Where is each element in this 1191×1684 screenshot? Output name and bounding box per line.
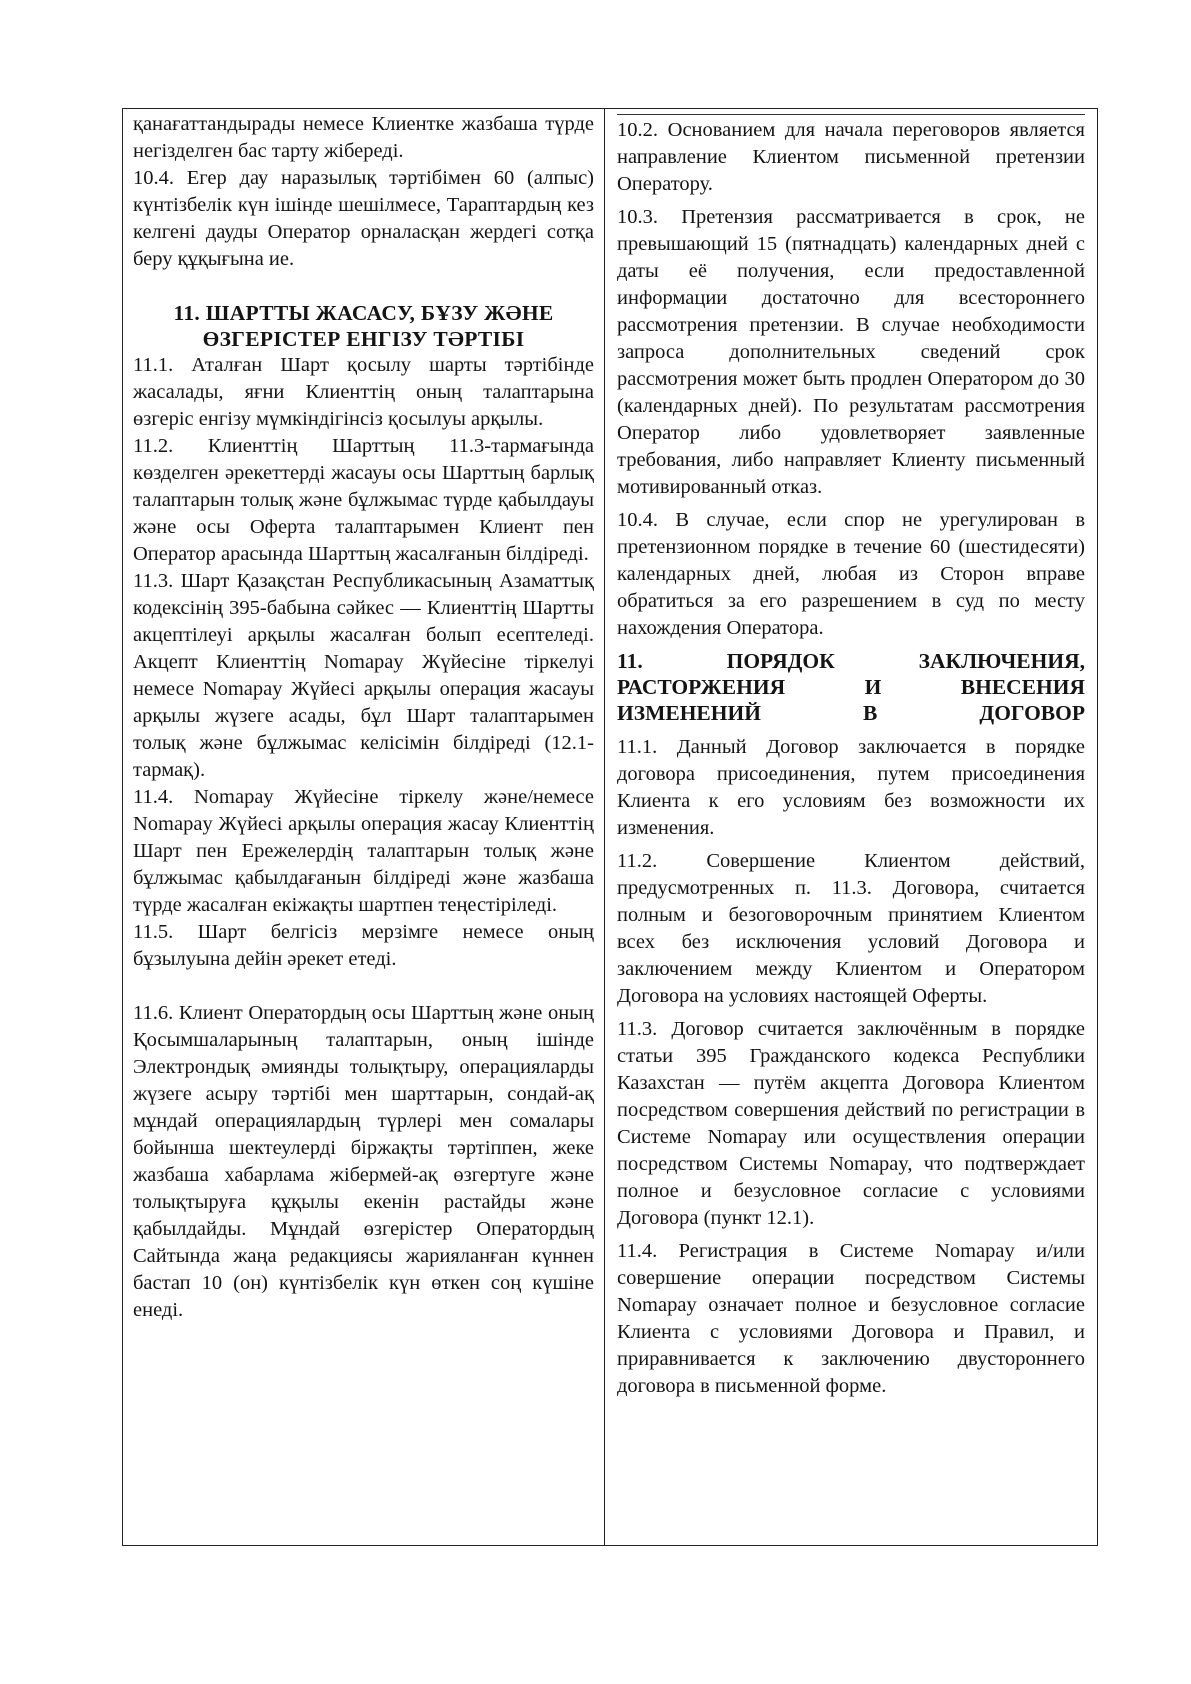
paragraph-11-3-ru: 11.3. Договор считается заключённым в порядке статьи 395 Гражданского кодекса Республики Казахстан — путём акцепта Договора Клиентом посредством совершения действий по регистрации в Системе Nomapay или осуществления операции посредством Системы Nomapay, что подтверждает полное и безусловное согласие с условиями Договора (пункт 12.1). xyxy=(617,1018,1085,1229)
section-11-heading-kz: 11. ШАРТТЫ ЖАСАСУ, БҰЗУ ЖӘНЕ ӨЗГЕРІСТЕР ЕНГІЗУ ТӘРТІБІ xyxy=(173,301,554,351)
paragraph-11-6-kz: 11.6. Клиент Оператордың осы Шарттың және оның Қосымшаларының талаптарын, оның ішінде Электрондық әмиянды толықтыру, операцияларды жүзеге асыру тәртібі мен шарттарын, сондай-ақ мұндай операциялардың түрлері мен сомалары бойынша шектеулерді біржақты тәртіппен, жеке жазбаша хабарлама жібермей-ақ өзгертуге және толықтыруға құқылы екенін растайды және қабылдайды. Мұндай өзгерістер Оператордың Сайтында жаңа редакциясы жарияланған күннен бастап 10 (он) күнтізбелік күн өткен соң күшіне енеді. xyxy=(133,1002,594,1321)
paragraph-11-3-kz: 11.3. Шарт Қазақстан Республикасының Азаматтық кодексінің 395-бабына сәйкес — Клиенттің Шартты акцептілеуі арқылы жасалған болып есептеледі. Акцепт Клиенттің Nomapay Жүйесіне тіркелуі немесе Nomapay Жүйесі арқылы операция жасауы арқылы жүзеге асады, бұл Шарт талаптарымен толық және бұлжымас келісімін білдіреді (12.1-тармақ). xyxy=(133,570,594,781)
paragraph-11-4-kz: 11.4. Nomapay Жүйесіне тіркелу және/немесе Nomapay Жүйесі арқылы операция жасау Клиенттің Шарт пен Ережелердің талаптарын толық және бұлжымас қабылдағанын білдіреді және жазбаша түрде жасалған екіжақты шартпен теңестіріледі. xyxy=(133,786,594,916)
section-11-heading-ru: 11. ПОРЯДОК ЗАКЛЮЧЕНИЯ, РАСТОРЖЕНИЯ И ВНЕСЕНИЯ ИЗМЕНЕНИЙ В ДОГОВОР xyxy=(617,649,1085,725)
bilingual-table xyxy=(122,108,1098,1546)
paragraph-11-2-kz: 11.2. Клиенттің Шарттың 11.3-тармағында көзделген әрекеттерді жасауы осы Шарттың барлық талаптарын толық және бұлжымас түрде қабылдауы және осы Оферта талаптарымен Клиент пен Оператор арасында Шарттың жасалғанын білдіреді. xyxy=(133,435,594,565)
paragraph-11-5-kz: 11.5. Шарт белгісіз мерзімге немесе оның бұзылуына дейін әрекет етеді. xyxy=(133,921,594,970)
blank-line xyxy=(133,973,594,1000)
russian-column xyxy=(604,109,1097,1545)
paragraph-10-2-ru: 10.2. Основанием для начала переговоров является направление Клиентом письменной претензии Оператору. xyxy=(617,119,1085,195)
paragraph-10-4-ru: 10.4. В случае, если спор не урегулирован в претензионном порядке в течение 60 (шестидесяти) календарных дней, любая из Сторон вправе обратиться за его разрешением в суд по месту нахождения Оператора. xyxy=(617,509,1085,639)
paragraph-11-4-ru: 11.4. Регистрация в Системе Nomapay и/или совершение операции посредством Системы Nomapay означает полное и безусловное согласие Клиента с условиями Договора и Правил, и приравнивается к заключению двустороннего договора в письменной форме. xyxy=(617,1240,1085,1397)
paragraph-10-3-ru: 10.3. Претензия рассматривается в срок, не превышающий 15 (пятнадцать) календарных дней с даты её получения, если предоставленной информации достаточно для всестороннего рассмотрения претензии. В случае необходимости запроса дополнительных сведений срок рассмотрения может быть продлен Оператором до 30 (календарных дней). По результатам рассмотрения Оператор либо удовлетворяет заявленные требования, либо направляет Клиенту письменный мотивированный отказ. xyxy=(617,206,1085,498)
paragraph-11-2-ru: 11.2. Совершение Клиентом действий, предусмотренных п. 11.3. Договора, считается полным и безоговорочным принятием Клиентом всех без исключения условий Договора и заключением между Клиентом и Оператором Договора на условиях настоящей Оферты. xyxy=(617,850,1085,1007)
paragraph-11-1-kz: 11.1. Аталған Шарт қосылу шарты тәртібінде жасалады, яғни Клиенттің оның талаптарына өзгеріс енгізу мүмкіндігінсіз қосылуы арқылы. xyxy=(133,354,594,430)
paragraph-top: қанағаттандырады немесе Клиентке жазбаша түрде негізделген бас тарту жібереді. xyxy=(133,113,594,162)
kazakh-column xyxy=(123,109,604,1545)
paragraph-11-1-ru: 11.1. Данный Договор заключается в порядке договора присоединения, путем присоединения Клиента к его условиям без возможности их изменения. xyxy=(617,736,1085,839)
paragraph-10-4-kz: 10.4. Егер дау наразылық тәртібімен 60 (алпыс) күнтізбелік күн ішінде шешілмесе, Тараптардың кез келгені дауды Оператор орналасқан жердегі сотқа беру құқығына ие. xyxy=(133,167,594,270)
